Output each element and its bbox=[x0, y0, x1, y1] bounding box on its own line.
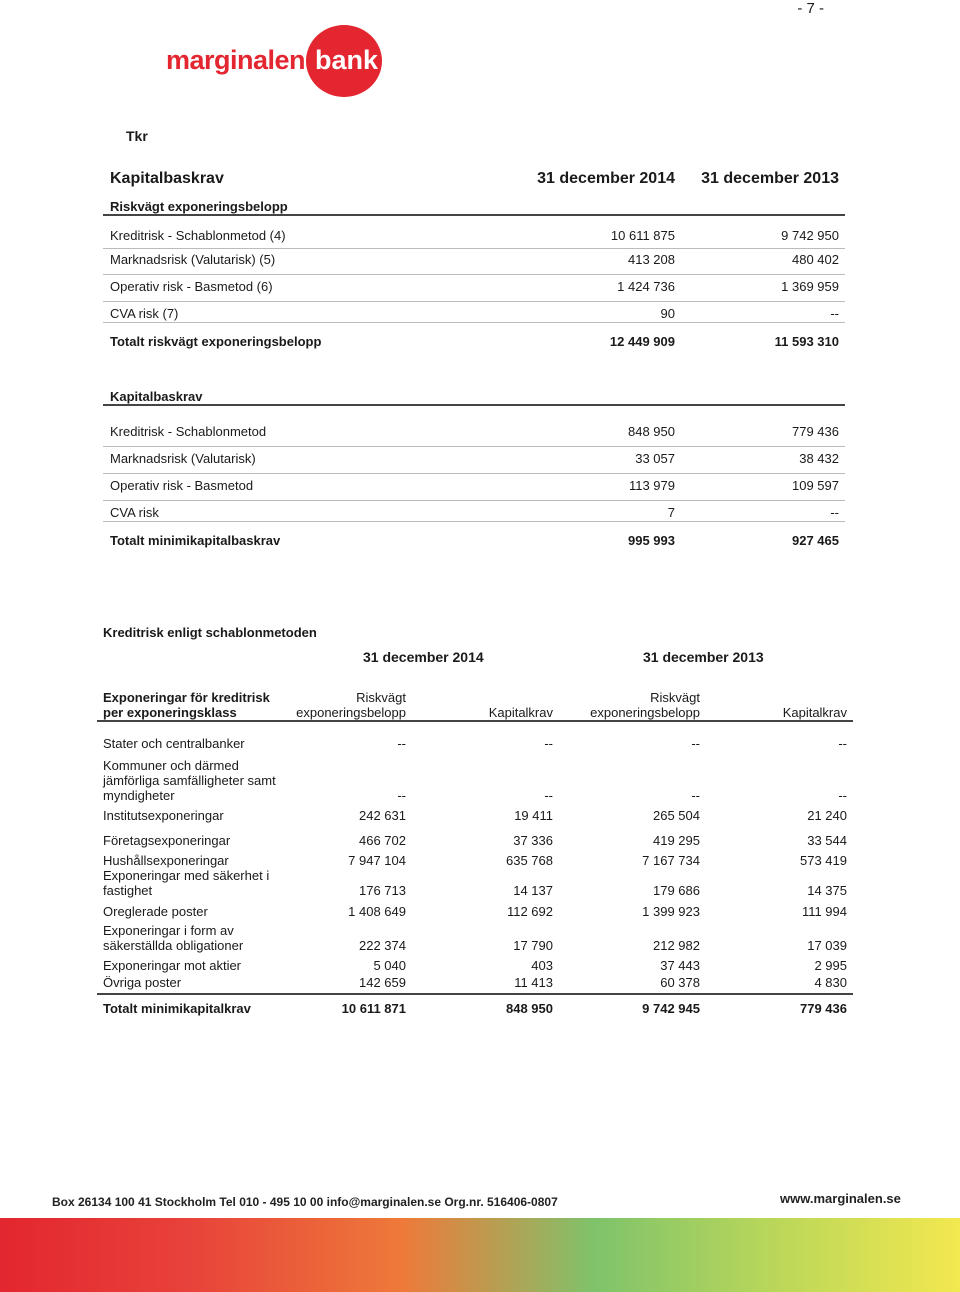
footer-website-link[interactable]: www.marginalen.se bbox=[780, 1191, 901, 1206]
logo-circle-text: bank bbox=[315, 45, 379, 75]
value-2014: 90 bbox=[660, 306, 675, 321]
value: 242 631 bbox=[359, 808, 406, 823]
value: 17 790 bbox=[513, 938, 553, 953]
row-label: Exponeringar mot aktier bbox=[103, 958, 242, 973]
row-divider bbox=[103, 248, 845, 249]
value: 573 419 bbox=[800, 853, 847, 868]
value: 37 336 bbox=[513, 833, 553, 848]
value-2014: 7 bbox=[667, 505, 675, 520]
row-label: Kreditrisk - Schablonmetod bbox=[110, 424, 267, 439]
value: 403 bbox=[531, 958, 553, 973]
row-divider bbox=[103, 473, 845, 474]
value: 419 295 bbox=[653, 833, 700, 848]
row-divider bbox=[103, 301, 845, 302]
value-2013: 109 597 bbox=[792, 478, 839, 493]
header-label: Exponeringar för kreditrisk per exponeringsklass bbox=[103, 690, 270, 720]
value: -- bbox=[838, 736, 847, 751]
value-2013: 480 402 bbox=[792, 252, 839, 267]
value-2014: 33 057 bbox=[635, 451, 675, 466]
table-row bbox=[103, 250, 845, 272]
total-label: Totalt minimikapitalkrav bbox=[103, 1001, 251, 1016]
footer-color-stripe bbox=[0, 1218, 960, 1292]
value: -- bbox=[544, 788, 553, 803]
row-divider bbox=[103, 322, 845, 323]
value: 21 240 bbox=[807, 808, 847, 823]
divider bbox=[103, 214, 845, 216]
total-2014: 12 449 909 bbox=[609, 334, 675, 349]
value-2013: 1 369 959 bbox=[781, 279, 839, 294]
value: 17 039 bbox=[807, 938, 847, 953]
total-2014: 995 993 bbox=[628, 533, 675, 548]
column-header-2013: 31 december 2013 bbox=[701, 170, 839, 187]
value: 222 374 bbox=[359, 938, 406, 953]
value: 142 659 bbox=[359, 975, 406, 990]
row-divider bbox=[103, 500, 845, 501]
value: 466 702 bbox=[359, 833, 406, 848]
header-divider bbox=[97, 720, 853, 722]
header-rwa-2014: Riskvägt exponeringsbelopp bbox=[296, 690, 406, 720]
value: 7 167 734 bbox=[642, 853, 700, 868]
value: 11 413 bbox=[514, 975, 553, 990]
total-label: Totalt riskvägt exponeringsbelopp bbox=[110, 334, 322, 349]
table-row bbox=[103, 422, 845, 444]
value: 1 408 649 bbox=[348, 904, 406, 919]
value: 1 399 923 bbox=[642, 904, 700, 919]
row-label: Operativ risk - Basmetod bbox=[110, 478, 254, 493]
value: 14 137 bbox=[513, 883, 553, 898]
section-heading-label: Kapitalbaskrav bbox=[110, 389, 203, 404]
divider bbox=[103, 404, 845, 406]
value-2014: 413 208 bbox=[628, 252, 675, 267]
value: 4 830 bbox=[814, 975, 847, 990]
total-value: 848 950 bbox=[506, 1001, 553, 1016]
year-header-2013: 31 december 2013 bbox=[643, 649, 764, 665]
row-label: Marknadsrisk (Valutarisk) (5) bbox=[110, 252, 276, 267]
value: -- bbox=[544, 736, 553, 751]
row-divider bbox=[103, 521, 845, 522]
value: -- bbox=[397, 736, 406, 751]
value-2014: 1 424 736 bbox=[617, 279, 675, 294]
row-label: Övriga poster bbox=[103, 975, 182, 990]
value: 212 982 bbox=[653, 938, 700, 953]
value: 265 504 bbox=[653, 808, 700, 823]
value: -- bbox=[838, 788, 847, 803]
value-2013: 779 436 bbox=[792, 424, 839, 439]
total-label: Totalt minimikapitalbaskrav bbox=[110, 533, 281, 548]
column-header-2014: 31 december 2014 bbox=[537, 170, 675, 187]
row-divider bbox=[103, 446, 845, 447]
row-label: Stater och centralbanker bbox=[103, 736, 245, 751]
row-label: Företagsexponeringar bbox=[103, 833, 231, 848]
value: 112 692 bbox=[506, 904, 553, 919]
value: 19 411 bbox=[514, 808, 553, 823]
total-value: 10 611 871 bbox=[341, 1001, 406, 1016]
table-row bbox=[103, 226, 845, 248]
value-2014: 10 611 875 bbox=[610, 228, 675, 243]
table-title: Kreditrisk enligt schablonmetoden bbox=[103, 625, 317, 640]
value-2013: 9 742 950 bbox=[781, 228, 839, 243]
year-header-2014: 31 december 2014 bbox=[363, 649, 484, 665]
value-2013: -- bbox=[830, 306, 839, 321]
row-label: Exponeringar i form av säkerställda obligationer bbox=[103, 923, 244, 953]
value: 111 994 bbox=[801, 904, 847, 919]
value: 33 544 bbox=[807, 833, 847, 848]
value-2013: 38 432 bbox=[799, 451, 839, 466]
row-label: Operativ risk - Basmetod (6) bbox=[110, 279, 273, 294]
row-label: Hushållsexponeringar bbox=[103, 853, 229, 868]
value: 635 768 bbox=[506, 853, 553, 868]
total-divider bbox=[97, 993, 853, 995]
value: -- bbox=[691, 788, 700, 803]
row-label: CVA risk (7) bbox=[110, 306, 179, 321]
value: 179 686 bbox=[653, 883, 700, 898]
value: 7 947 104 bbox=[348, 853, 406, 868]
footer-address: Box 26134 100 41 Stockholm Tel 010 - 495 10 00 info@marginalen.se Org.nr. 516406-0807 bbox=[52, 1195, 558, 1209]
value-2014: 848 950 bbox=[628, 424, 675, 439]
total-2013: 11 593 310 bbox=[774, 334, 839, 349]
table-header-row bbox=[103, 168, 845, 190]
value-2014: 113 979 bbox=[628, 478, 675, 493]
value-2013: -- bbox=[830, 505, 839, 520]
row-divider bbox=[103, 274, 845, 275]
total-value: 779 436 bbox=[800, 1001, 847, 1016]
table-title: Kapitalbaskrav bbox=[110, 170, 224, 187]
row-label: CVA risk bbox=[110, 505, 159, 520]
value: 2 995 bbox=[814, 958, 847, 973]
total-value: 9 742 945 bbox=[642, 1001, 700, 1016]
row-label: Institutsexponeringar bbox=[103, 808, 224, 823]
row-label: Kommuner och därmed jämförliga samfälligheter samt myndigheter bbox=[103, 758, 276, 803]
row-label: Oreglerade poster bbox=[103, 904, 208, 919]
value: 5 040 bbox=[373, 958, 406, 973]
value: -- bbox=[691, 736, 700, 751]
header-capital-2013: Kapitalkrav bbox=[782, 705, 847, 720]
total-row bbox=[103, 531, 845, 553]
total-row bbox=[103, 332, 845, 354]
value: 37 443 bbox=[660, 958, 700, 973]
row-label: Marknadsrisk (Valutarisk) bbox=[110, 451, 256, 466]
value: 14 375 bbox=[807, 883, 847, 898]
unit-label: Tkr bbox=[126, 128, 148, 144]
page-number: - 7 - bbox=[797, 0, 824, 17]
row-label: Exponeringar med säkerhet i fastighet bbox=[103, 868, 270, 898]
table-row bbox=[103, 476, 845, 498]
logo-wordmark: marginalen bbox=[166, 45, 306, 75]
column-header-row bbox=[103, 690, 853, 722]
value: 60 378 bbox=[660, 975, 700, 990]
value: -- bbox=[397, 788, 406, 803]
section-heading-label: Riskvägt exponeringsbelopp bbox=[110, 199, 288, 214]
table-row bbox=[103, 449, 845, 471]
total-2013: 927 465 bbox=[792, 533, 839, 548]
row-label: Kreditrisk - Schablonmetod (4) bbox=[110, 228, 286, 243]
header-rwa-2013: Riskvägt exponeringsbelopp bbox=[590, 690, 700, 720]
header-capital-2014: Kapitalkrav bbox=[488, 705, 553, 720]
table-row bbox=[103, 277, 845, 299]
value: 176 713 bbox=[359, 883, 406, 898]
